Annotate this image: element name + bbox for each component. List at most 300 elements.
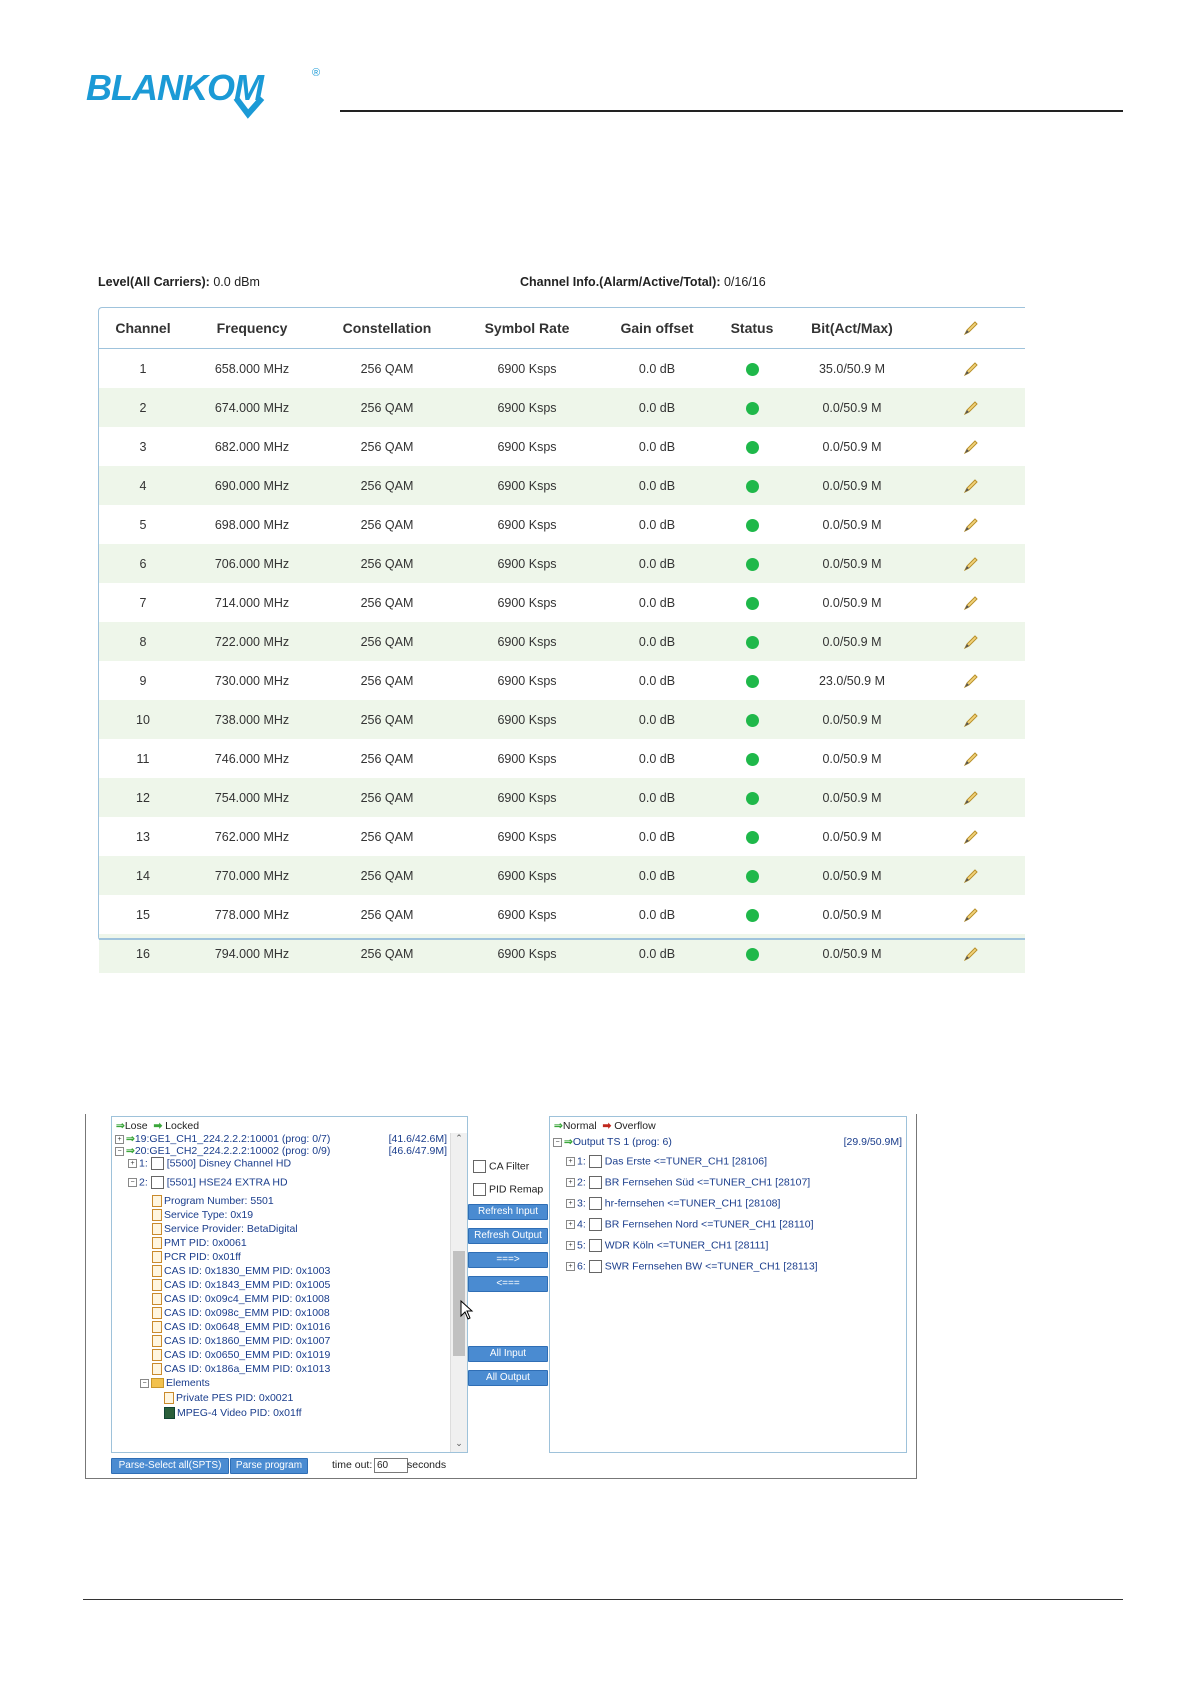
cell-channel: 6 [99,544,187,583]
program-checkbox[interactable] [589,1260,602,1273]
cell-frequency: 762.000 MHz [214,829,290,844]
cell-symbol-rate: 6900 Ksps [497,517,557,532]
cell-gain: 0.0 dB [638,595,676,610]
program-checkbox[interactable] [589,1176,602,1189]
cell-channel: 5 [139,517,147,532]
collapse-icon[interactable]: − [553,1138,562,1147]
input-stream-rate: [41.6/42.6M] [388,1133,447,1145]
cell-gain: 0.0 dB [638,751,676,766]
cell-channel: 3 [139,439,147,454]
channel-table-header [99,308,1025,349]
status-dot-icon [746,909,759,922]
cell-status [717,427,787,466]
input-tree-panel [111,1116,468,1453]
cell-channel: 16 [99,934,187,973]
edit-channel-button[interactable] [917,700,1025,739]
table-row [99,700,1025,739]
seconds-label: seconds [407,1459,447,1471]
cell-constellation: 256 QAM [317,622,457,661]
footer-rule [83,1599,1123,1600]
cell-frequency: 714.000 MHz [214,595,290,610]
elements-folder-node[interactable] [140,1377,210,1389]
folder-label: Elements [166,1377,210,1389]
expand-icon[interactable]: + [566,1199,575,1208]
cell-symbol-rate: 6900 Ksps [497,439,557,454]
cell-symbol-rate: 6900 Ksps [497,361,557,376]
expand-icon[interactable]: + [566,1178,575,1187]
table-row [99,817,1025,856]
program-index: 6: [577,1260,586,1273]
status-dot-icon [746,753,759,766]
program-info-item [152,1321,330,1333]
cell-bit: 0.0/50.9 M [787,778,917,817]
cell-channel: 9 [139,673,147,688]
cell-gain: 0.0 dB [638,517,676,532]
edit-all-button[interactable] [917,308,1025,349]
status-dot-icon [746,441,759,454]
document-icon [152,1209,162,1221]
program-info-text: CAS ID: 0x0650_EMM PID: 0x1019 [164,1349,331,1361]
edit-channel-button[interactable] [917,544,1025,583]
cell-gain: 0.0 dB [597,622,717,661]
program-index: 1: [139,1157,148,1170]
document-icon [152,1335,162,1347]
pid-remap-row[interactable] [470,1183,543,1196]
program-info-text: CAS ID: 0x0648_EMM PID: 0x1016 [164,1321,331,1333]
output-ts-node[interactable] [553,1136,672,1148]
cell-bit: 35.0/50.9 M [818,361,885,376]
cell-gain: 0.0 dB [597,778,717,817]
legend-lose: Lose [124,1120,148,1132]
pencil-icon[interactable] [962,945,980,963]
program-info-item [152,1223,298,1235]
pencil-icon[interactable] [962,594,980,612]
cell-frequency: 722.000 MHz [187,622,317,661]
cell-constellation: 256 QAM [317,934,457,973]
program-info-text: CAS ID: 0x1860_EMM PID: 0x1007 [164,1335,331,1347]
cell-frequency: 690.000 MHz [187,466,317,505]
table-row [99,661,1025,700]
cell-channel: 13 [136,829,150,844]
parse-select-all-button[interactable]: Parse-Select all(SPTS) [111,1458,229,1474]
table-row [99,622,1025,661]
output-legend [554,1120,656,1132]
cell-constellation: 256 QAM [317,466,457,505]
program-info-text: CAS ID: 0x1830_EMM PID: 0x1003 [164,1265,331,1277]
cell-symbol-rate: 6900 Ksps [457,622,597,661]
program-checkbox[interactable] [151,1157,164,1170]
locked-arrow-icon: ➡ [153,1120,163,1132]
input-stream-node[interactable] [115,1145,330,1157]
cell-bit: 0.0/50.9 M [822,829,882,844]
program-info-text: CAS ID: 0x186a_EMM PID: 0x1013 [164,1363,331,1375]
status-dot-icon [746,675,759,688]
expand-icon[interactable]: + [566,1262,575,1271]
pencil-icon[interactable] [962,867,980,885]
cell-status [717,934,787,973]
program-info-item [152,1265,330,1277]
ts-arrow-icon: ⇒ [564,1136,573,1148]
cell-status [717,583,787,622]
level-all-carriers [98,275,260,289]
cell-status [717,349,787,389]
cell-status [717,700,787,739]
table-row [99,505,1025,544]
cell-status [717,778,787,817]
program-info-item [152,1335,330,1347]
cell-constellation: 256 QAM [360,673,414,688]
cell-status [717,466,787,505]
document-icon [152,1363,162,1375]
program-checkbox[interactable] [589,1239,602,1252]
status-dot-icon [746,402,759,415]
cell-bit: 0.0/50.9 M [822,907,882,922]
cell-bit: 0.0/50.9 M [787,544,917,583]
program-index: 5: [577,1239,586,1252]
cell-gain: 0.0 dB [597,700,717,739]
output-program-label: Das Erste <=TUNER_CH1 [28106] [604,1155,768,1168]
program-info-item [152,1363,330,1375]
cell-symbol-rate: 6900 Ksps [457,466,597,505]
input-stream-label: 20:GE1_CH2_224.2.2.2:10002 (prog: 0/9) [134,1145,331,1157]
edit-channel-button[interactable] [917,895,1025,934]
program-checkbox[interactable] [151,1176,164,1189]
program-info-item [152,1279,330,1291]
program-checkbox[interactable] [589,1197,602,1210]
cell-channel: 4 [99,466,187,505]
remove-from-output-button[interactable]: <=== [468,1276,548,1292]
output-program-node[interactable] [566,1260,818,1273]
document-icon [152,1195,162,1207]
collapse-icon[interactable]: − [140,1379,149,1388]
cell-channel: 2 [99,388,187,427]
pencil-icon[interactable] [962,828,980,846]
status-dot-icon [746,597,759,610]
document-icon [152,1349,162,1361]
document-icon [152,1307,162,1319]
cell-gain: 0.0 dB [638,439,676,454]
pencil-icon[interactable] [962,319,980,337]
all-input-button[interactable]: All Input [468,1346,548,1362]
output-program-node[interactable] [566,1239,768,1252]
cell-frequency: 778.000 MHz [214,907,290,922]
expand-icon[interactable]: + [566,1220,575,1229]
cell-constellation: 256 QAM [360,439,414,454]
program-info-text: PMT PID: 0x0061 [164,1237,247,1249]
cell-status [717,388,787,427]
cell-status [717,895,787,934]
status-dot-icon [746,831,759,844]
cell-gain: 0.0 dB [597,388,717,427]
header-symbol-rate: Symbol Rate [457,308,597,349]
program-index: 4: [577,1218,586,1231]
expand-icon[interactable]: + [128,1159,137,1168]
edit-channel-button[interactable] [917,622,1025,661]
input-legend [116,1120,199,1132]
program-info-item [152,1349,330,1361]
cell-gain: 0.0 dB [597,934,717,973]
ca-filter-checkbox[interactable] [473,1160,486,1173]
locked-arrow-icon: ⇒ [126,1145,135,1157]
cell-constellation: 256 QAM [360,907,414,922]
level-label: Level(All Carriers): [98,275,210,289]
document-icon [152,1265,162,1277]
input-program-node[interactable] [128,1157,291,1170]
program-checkbox[interactable] [589,1218,602,1231]
cell-symbol-rate: 6900 Ksps [457,544,597,583]
document-icon [152,1293,162,1305]
pencil-icon[interactable] [962,516,980,534]
edit-channel-button[interactable] [917,505,1025,544]
output-program-label: hr-fernsehen <=TUNER_CH1 [28108] [604,1197,781,1210]
edit-channel-button[interactable] [917,778,1025,817]
header-bit: Bit(Act/Max) [787,308,917,349]
document-icon [164,1392,174,1404]
output-program-node[interactable] [566,1176,810,1189]
scroll-up-icon[interactable]: ⌃ [455,1133,463,1143]
cell-frequency: 746.000 MHz [214,751,290,766]
pid-remap-label: PID Remap [489,1183,544,1196]
lose-arrow-icon: ⇒ [116,1120,125,1132]
ca-filter-label: CA Filter [489,1160,530,1173]
cell-bit: 0.0/50.9 M [787,622,917,661]
cell-gain: 0.0 dB [597,466,717,505]
timeout-input[interactable]: 60 [374,1458,408,1473]
cell-frequency: 674.000 MHz [187,388,317,427]
cell-channel: 1 [139,361,147,376]
edit-channel-button[interactable] [917,739,1025,778]
cell-bit: 0.0/50.9 M [787,856,917,895]
channel-table [98,307,1025,961]
program-label: [5500] Disney Channel HD [166,1157,292,1170]
channel-info-label: Channel Info.(Alarm/Active/Total): [520,275,721,289]
element-item [164,1407,302,1419]
pencil-icon[interactable] [962,672,980,690]
level-value: 0.0 dBm [213,275,260,289]
legend-normal: Normal [562,1120,597,1132]
cell-bit: 0.0/50.9 M [822,439,882,454]
legend-locked: Locked [165,1120,200,1132]
table-row [99,544,1025,583]
edit-channel-button[interactable] [917,388,1025,427]
cell-bit: 0.0/50.9 M [822,517,882,532]
refresh-input-button[interactable]: Refresh Input [468,1204,548,1220]
table-row [99,739,1025,778]
edit-channel-button[interactable] [917,661,1025,700]
program-info-item [152,1237,247,1249]
header-constellation: Constellation [317,308,457,349]
pencil-icon[interactable] [962,360,980,378]
status-dot-icon [746,792,759,805]
channel-info [520,275,766,289]
cell-status [717,544,787,583]
expand-icon[interactable]: − [115,1147,124,1156]
cell-constellation: 256 QAM [317,778,457,817]
cell-frequency: 794.000 MHz [187,934,317,973]
scroll-down-icon[interactable]: ⌄ [455,1438,463,1448]
video-icon [164,1407,175,1419]
cell-frequency: 682.000 MHz [214,439,290,454]
pid-remap-checkbox[interactable] [473,1183,486,1196]
cell-constellation: 256 QAM [317,700,457,739]
edit-channel-button[interactable] [917,583,1025,622]
header-channel: Channel [99,308,187,349]
program-info-text: CAS ID: 0x09c4_EMM PID: 0x1008 [164,1293,330,1305]
status-dot-icon [746,714,759,727]
status-dot-icon [746,363,759,376]
output-tree-panel [549,1116,907,1453]
output-program-node[interactable] [566,1155,767,1168]
expand-icon[interactable]: − [128,1178,137,1187]
edit-channel-button[interactable] [917,427,1025,466]
cell-constellation: 256 QAM [317,544,457,583]
cell-frequency: 738.000 MHz [187,700,317,739]
cell-constellation: 256 QAM [317,388,457,427]
cell-symbol-rate: 6900 Ksps [497,673,557,688]
svg-text:BLANKOM: BLANKOM [86,67,263,108]
program-info-text: PCR PID: 0x01ff [164,1251,241,1263]
header-frequency: Frequency [187,308,317,349]
channel-info-value: 0/16/16 [723,275,766,289]
output-program-node[interactable] [566,1197,780,1210]
pencil-icon[interactable] [962,906,980,924]
cell-symbol-rate: 6900 Ksps [497,907,557,922]
status-dot-icon [746,948,759,961]
normal-arrow-icon: ⇒ [554,1120,563,1132]
cell-channel: 12 [99,778,187,817]
program-info-text: Service Provider: BetaDigital [164,1223,298,1235]
cell-symbol-rate: 6900 Ksps [497,595,557,610]
element-text: Private PES PID: 0x0021 [176,1392,294,1404]
cell-bit: 0.0/50.9 M [787,700,917,739]
status-dot-icon [746,519,759,532]
output-program-node[interactable] [566,1218,814,1231]
cell-constellation: 256 QAM [360,829,414,844]
pencil-icon[interactable] [962,789,980,807]
cell-frequency: 706.000 MHz [187,544,317,583]
status-dot-icon [746,558,759,571]
pencil-icon[interactable] [962,633,980,651]
table-row [99,427,1025,466]
input-stream-label: 19:GE1_CH1_224.2.2.2:10001 (prog: 0/7) [134,1133,331,1145]
legend-overflow: Overflow [614,1120,656,1132]
pencil-icon[interactable] [962,555,980,573]
all-output-button[interactable]: All Output [468,1370,548,1386]
parse-program-button[interactable]: Parse program [230,1458,308,1474]
edit-channel-button[interactable] [917,349,1025,389]
expand-icon[interactable]: + [566,1241,575,1250]
cell-channel: 14 [99,856,187,895]
cell-frequency: 770.000 MHz [187,856,317,895]
element-item [164,1392,293,1404]
refresh-output-button[interactable]: Refresh Output [468,1228,548,1244]
ca-filter-row[interactable] [470,1160,529,1173]
cell-channel: 11 [136,751,150,766]
overflow-arrow-icon: ➡ [602,1120,612,1132]
status-dot-icon [746,480,759,493]
edit-channel-button[interactable] [917,817,1025,856]
timeout-label: time out: [332,1459,373,1471]
program-info-text: CAS ID: 0x1843_EMM PID: 0x1005 [164,1279,331,1291]
element-text: MPEG-4 Video PID: 0x01ff [177,1407,302,1419]
table-row [99,778,1025,817]
folder-icon [151,1378,164,1388]
cell-symbol-rate: 6900 Ksps [457,856,597,895]
cell-status [717,505,787,544]
cell-gain: 0.0 dB [597,856,717,895]
blankom-logo [86,62,326,118]
table-row [99,349,1025,389]
cell-constellation: 256 QAM [360,361,414,376]
edit-channel-button[interactable] [917,934,1025,973]
locked-arrow-icon: ⇒ [126,1133,135,1145]
pencil-icon[interactable] [962,711,980,729]
document-icon [152,1237,162,1249]
pencil-icon[interactable] [962,477,980,495]
input-program-node[interactable] [128,1176,288,1189]
expand-icon[interactable]: + [566,1157,575,1166]
table-row [99,466,1025,505]
document-icon [152,1321,162,1333]
header-gain-offset: Gain offset [597,308,717,349]
output-program-label: BR Fernsehen Nord <=TUNER_CH1 [28110] [604,1218,814,1231]
cell-constellation: 256 QAM [317,856,457,895]
program-info-item [152,1251,241,1263]
input-stream-node[interactable] [115,1133,330,1145]
status-dot-icon [746,636,759,649]
cell-symbol-rate: 6900 Ksps [457,934,597,973]
program-checkbox[interactable] [589,1155,602,1168]
input-stream-rate: [46.6/47.9M] [388,1145,447,1157]
edit-channel-button[interactable] [917,856,1025,895]
document-icon [152,1251,162,1263]
add-to-output-button[interactable]: ===> [468,1252,548,1268]
program-info-item [152,1293,330,1305]
cell-gain: 0.0 dB [638,673,676,688]
pencil-icon[interactable] [962,438,980,456]
program-info-item [152,1209,253,1221]
header-rule [340,110,1123,112]
mouse-cursor-icon [460,1300,474,1325]
header-status: Status [717,308,787,349]
cell-constellation: 256 QAM [360,751,414,766]
output-ts-label: Output TS 1 (prog: 6) [572,1136,672,1148]
cell-symbol-rate: 6900 Ksps [457,388,597,427]
pencil-icon[interactable] [962,750,980,768]
cell-frequency: 754.000 MHz [187,778,317,817]
cell-constellation: 256 QAM [360,595,414,610]
edit-channel-button[interactable] [917,466,1025,505]
pencil-icon[interactable] [962,399,980,417]
cell-status [717,739,787,778]
cell-bit: 0.0/50.9 M [787,466,917,505]
cell-channel: 8 [99,622,187,661]
cell-frequency: 658.000 MHz [214,361,290,376]
expand-icon[interactable]: + [115,1135,124,1144]
svg-text:®: ® [312,67,321,79]
cell-status [717,661,787,700]
program-info-text: Service Type: 0x19 [164,1209,254,1221]
input-scrollbar[interactable] [450,1133,467,1452]
output-program-label: WDR Köln <=TUNER_CH1 [28111] [604,1239,769,1252]
cell-gain: 0.0 dB [597,544,717,583]
cell-gain: 0.0 dB [638,361,676,376]
program-index: 1: [577,1155,586,1168]
cell-gain: 0.0 dB [638,907,676,922]
cell-channel: 10 [99,700,187,739]
program-info-item [152,1307,330,1319]
output-program-label: BR Fernsehen Süd <=TUNER_CH1 [28107] [604,1176,811,1189]
